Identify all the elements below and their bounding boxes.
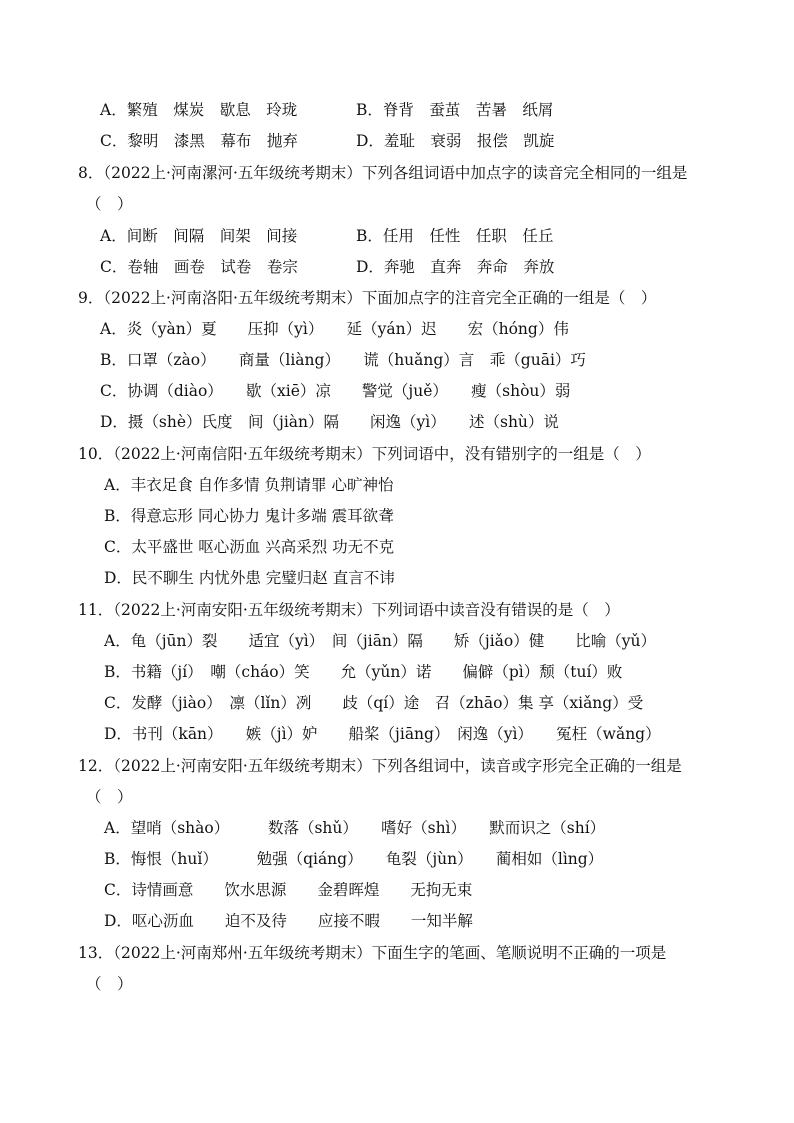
q9-option-a: A．炎（yàn）夏 压抑（yì） 延（yán）迟 宏（hóng）伟 <box>100 320 569 338</box>
q13-stem: 13．（2022上·河南郑州·五年级统考期末）下面生字的笔画、笔顺说明不正确的一项是 <box>78 944 667 962</box>
q10-option-b: B．得意忘形 同心协力 鬼计多端 震耳欲聋 <box>104 507 394 525</box>
q10-option-c: C．太平盛世 呕心沥血 兴高采烈 功无不克 <box>104 538 395 556</box>
q12-option-a: A．望哨（shào） 数落（shǔ） 嗜好（shì） 默而识之（shí） <box>104 819 606 837</box>
q8-blank: （ ） <box>86 195 133 213</box>
q7-option-b: B．脊背 蚕茧 苦暑 纸屑 <box>356 101 554 119</box>
q10-option-a: A．丰衣足食 自作多情 负荆请罪 心旷神怡 <box>104 476 394 494</box>
q12-stem: 12．（2022上·河南安阳·五年级统考期末）下列各组词中，读音或字形完全正确的一组是 <box>78 757 682 775</box>
q11-option-d: D．书刊（kān） 嫉（jì）妒 船桨（jiāng） 闲逸（yì） 冤枉（wǎng） <box>104 725 661 743</box>
q11-option-b: B．书籍（jí） 嘲（cháo）笑 允（yǔn）诺 偏僻（pì）颓（tuí）败 <box>104 663 623 681</box>
q12-option-d: D．呕心沥血 迫不及待 应接不暇 一知半解 <box>104 912 473 930</box>
q7-option-d: D．羞耻 衰弱 报偿 凯旋 <box>356 132 555 150</box>
q12-option-b: B．悔恨（huǐ） 勉强（qiáng） 龟裂（jùn） 蔺相如（lìng） <box>104 850 604 868</box>
q9-option-d: D．摄（shè）氏度 间（jiàn）隔 闲逸（yì） 述（shù）说 <box>100 413 559 431</box>
q12-option-c: C．诗情画意 饮水思源 金碧晖煌 无拘无束 <box>104 881 473 899</box>
q8-option-c: C．卷轴 画卷 试卷 卷宗 <box>100 258 298 276</box>
q13-blank: （ ） <box>86 975 133 993</box>
q8-option-a: A．间断 间隔 间架 间接 <box>100 227 298 245</box>
q11-stem: 11．（2022上·河南安阳·五年级统考期末）下列词语中读音没有错误的是（ ） <box>78 601 620 619</box>
q10-option-d: D．民不聊生 内忧外患 完璧归赵 直言不讳 <box>104 569 395 587</box>
q8-option-d: D．奔驰 直奔 奔命 奔放 <box>356 258 555 276</box>
q7-option-c: C．黎明 漆黑 幕布 抛弃 <box>100 132 298 150</box>
q10-stem: 10．（2022上·河南信阳·五年级统考期末）下列词语中，没有错别字的一组是（ ） <box>78 445 651 463</box>
q8-stem: 8．（2022上·河南漯河·五年级统考期末）下列各组词语中加点字的读音完全相同的一组是 <box>78 164 688 182</box>
q12-blank: （ ） <box>86 788 133 806</box>
q9-option-c: C．协调（diào） 歇（xiē）凉 警觉（juě） 瘦（shòu）弱 <box>100 382 571 400</box>
q9-stem: 9．（2022上·河南洛阳·五年级统考期末）下面加点字的注音完全正确的一组是（ ） <box>78 289 657 307</box>
q11-option-c: C．发酵（jiào） 凛（lǐn）冽 歧（qí）途 召（zhāo）集 享（xiǎng）受 <box>104 694 644 712</box>
q7-option-a: A．繁殖 煤炭 歇息 玲珑 <box>100 101 298 119</box>
q8-option-b: B．任用 任性 任职 任丘 <box>356 227 554 245</box>
q9-option-b: B．口罩（zào） 商量（liàng） 谎（huǎng）言 乖（guāi）巧 <box>100 351 586 369</box>
q11-option-a: A．龟（jūn）裂 适宜（yì） 间（jiān）隔 矫（jiǎo）健 比喻（yǔ） <box>104 632 656 650</box>
